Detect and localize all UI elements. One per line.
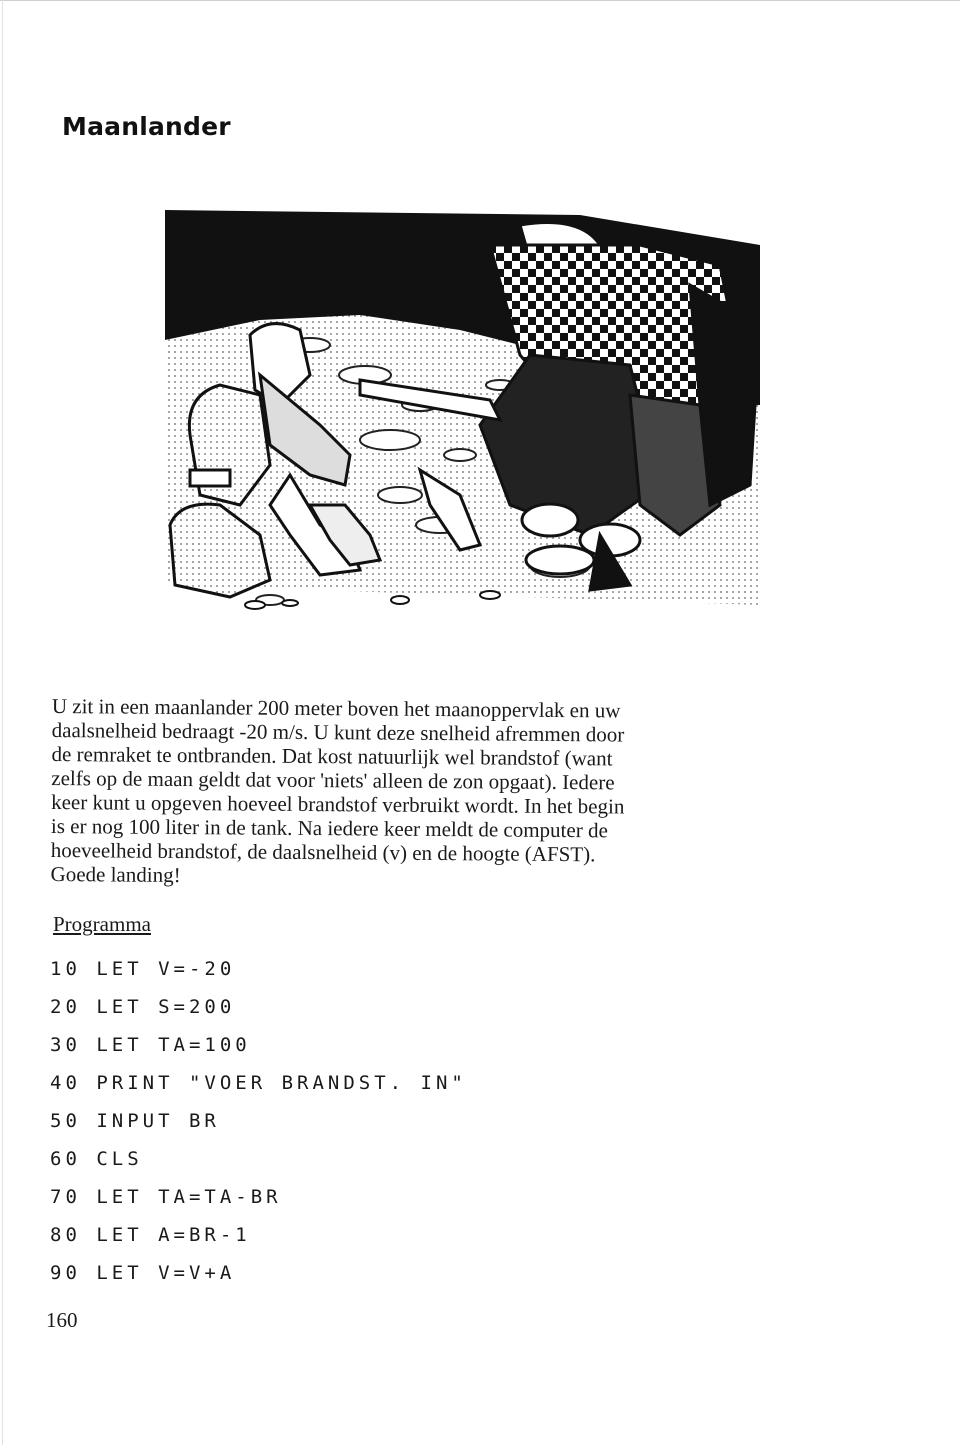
intro-line: hoeveelheid brandstof, de daalsnelheid (v) en de hoogte (AFST). (50, 837, 596, 867)
code-line: 90 LET V=V+A (50, 1262, 236, 1284)
code-listing (50, 957, 467, 1299)
intro-line: de remraket te ontbranden. Dat kost natuurlijk wel brandstof (want (51, 741, 613, 771)
intro-paragraph (50, 694, 841, 892)
program-heading: Programma (53, 912, 151, 936)
lunar-lander-illustration (160, 205, 760, 615)
intro-line: zelfs op de maan geldt dat voor 'niets' alleen de zon opgaat). Iedere (51, 765, 615, 795)
code-line: 30 LET TA=100 (50, 1034, 251, 1056)
code-line: 20 LET S=200 (50, 996, 236, 1018)
intro-line: Goede landing! (50, 861, 181, 888)
page-title: Maanlander (62, 112, 231, 141)
code-line: 70 LET TA=TA-BR (50, 1186, 282, 1208)
intro-line: keer kunt u opgeven hoeveel brandstof verbruikt wordt. In het begin (51, 789, 625, 819)
page-top-edge (0, 0, 960, 4)
code-line: 10 LET V=-20 (50, 958, 236, 980)
code-line: 50 INPUT BR (50, 1110, 220, 1132)
code-line: 40 PRINT "VOER BRANDST. IN" (50, 1072, 467, 1094)
code-line: 80 LET A=BR-1 (50, 1224, 251, 1246)
intro-line: U zit in een maanlander 200 meter boven het maanoppervlak en uw (51, 694, 621, 723)
code-line: 60 CLS (50, 1148, 143, 1170)
page-left-edge (2, 0, 3, 1445)
intro-line: is er nog 100 liter in de tank. Na iedere keer meldt de computer de (50, 813, 608, 843)
page-number: 160 (46, 1308, 78, 1332)
intro-line: daalsnelheid bedraagt -20 m/s. U kunt deze snelheid afremmen door (51, 717, 625, 747)
